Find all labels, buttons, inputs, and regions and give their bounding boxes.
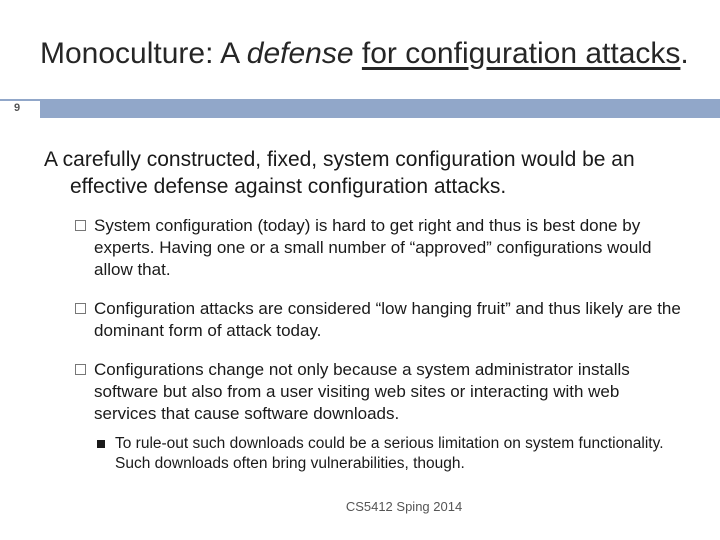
title-underlined: for configuration attacks: [361, 37, 681, 70]
bullet-3-text: Configurations change not only because a system administrator installs software but also from a user visiting web sites or interacting with web services that cause software downloads.: [94, 360, 630, 423]
footer: CS5412 Sping 2014: [345, 499, 463, 514]
slide-title: [40, 36, 700, 72]
sub-bullet-text: To rule-out such downloads could be a serious limitation on system functionality. Such downloads often bring vulnerabilities, though.: [115, 435, 664, 472]
bullet-1-text: System configuration (today) is hard to get right and thus is best done by experts. Having one or a small number of “approved” configurations would allow that.: [94, 216, 652, 279]
title-space: [354, 37, 362, 70]
title-part1: Monoculture: A: [40, 37, 247, 70]
title-bar-accent: [0, 99, 40, 101]
checkbox-bullet-icon: [75, 220, 86, 231]
title-end: .: [680, 37, 689, 70]
main-point: A carefully constructed, fixed, system configuration would be an effective defense against configuration attacks.: [44, 148, 635, 198]
slide-number: 9: [14, 102, 21, 114]
title-italic: defense: [246, 37, 354, 70]
square-bullet-icon: [97, 440, 105, 448]
checkbox-bullet-icon: [75, 303, 86, 314]
bullet-2-text: Configuration attacks are considered “low hanging fruit” and thus likely are the dominant form of attack today.: [94, 299, 681, 340]
checkbox-bullet-icon: [75, 364, 86, 375]
title-bar: [0, 99, 720, 118]
